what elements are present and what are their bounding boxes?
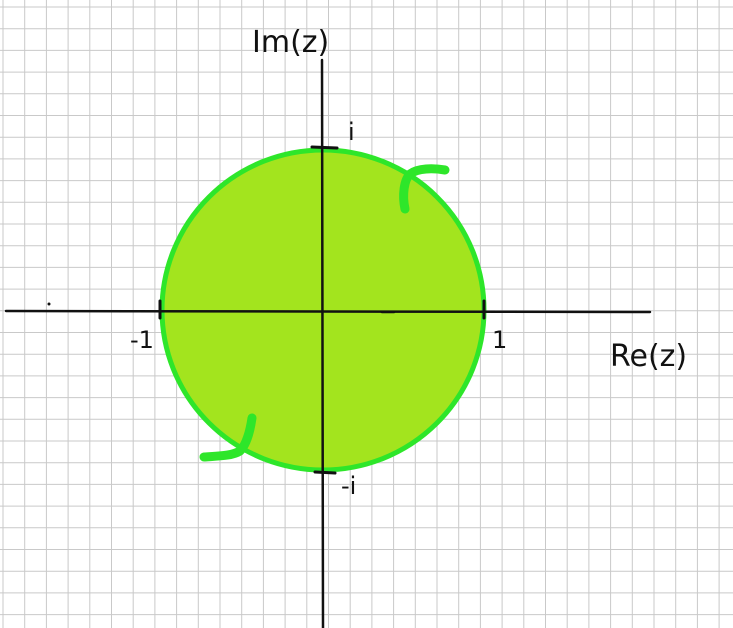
imaginary-axis-label: Im(z): [252, 25, 330, 60]
tick-top: [312, 147, 337, 148]
tick-label-1: 1: [492, 326, 508, 354]
stray-dot: [48, 303, 51, 306]
real-axis: [6, 311, 650, 312]
tick-bottom: [315, 472, 335, 473]
real-axis-label: Re(z): [610, 339, 688, 374]
tick-label-minus-i: -i: [341, 472, 357, 500]
imaginary-axis: [322, 60, 323, 628]
tick-label-minus-1: -1: [130, 326, 154, 354]
tick-label-i: i: [348, 118, 355, 146]
